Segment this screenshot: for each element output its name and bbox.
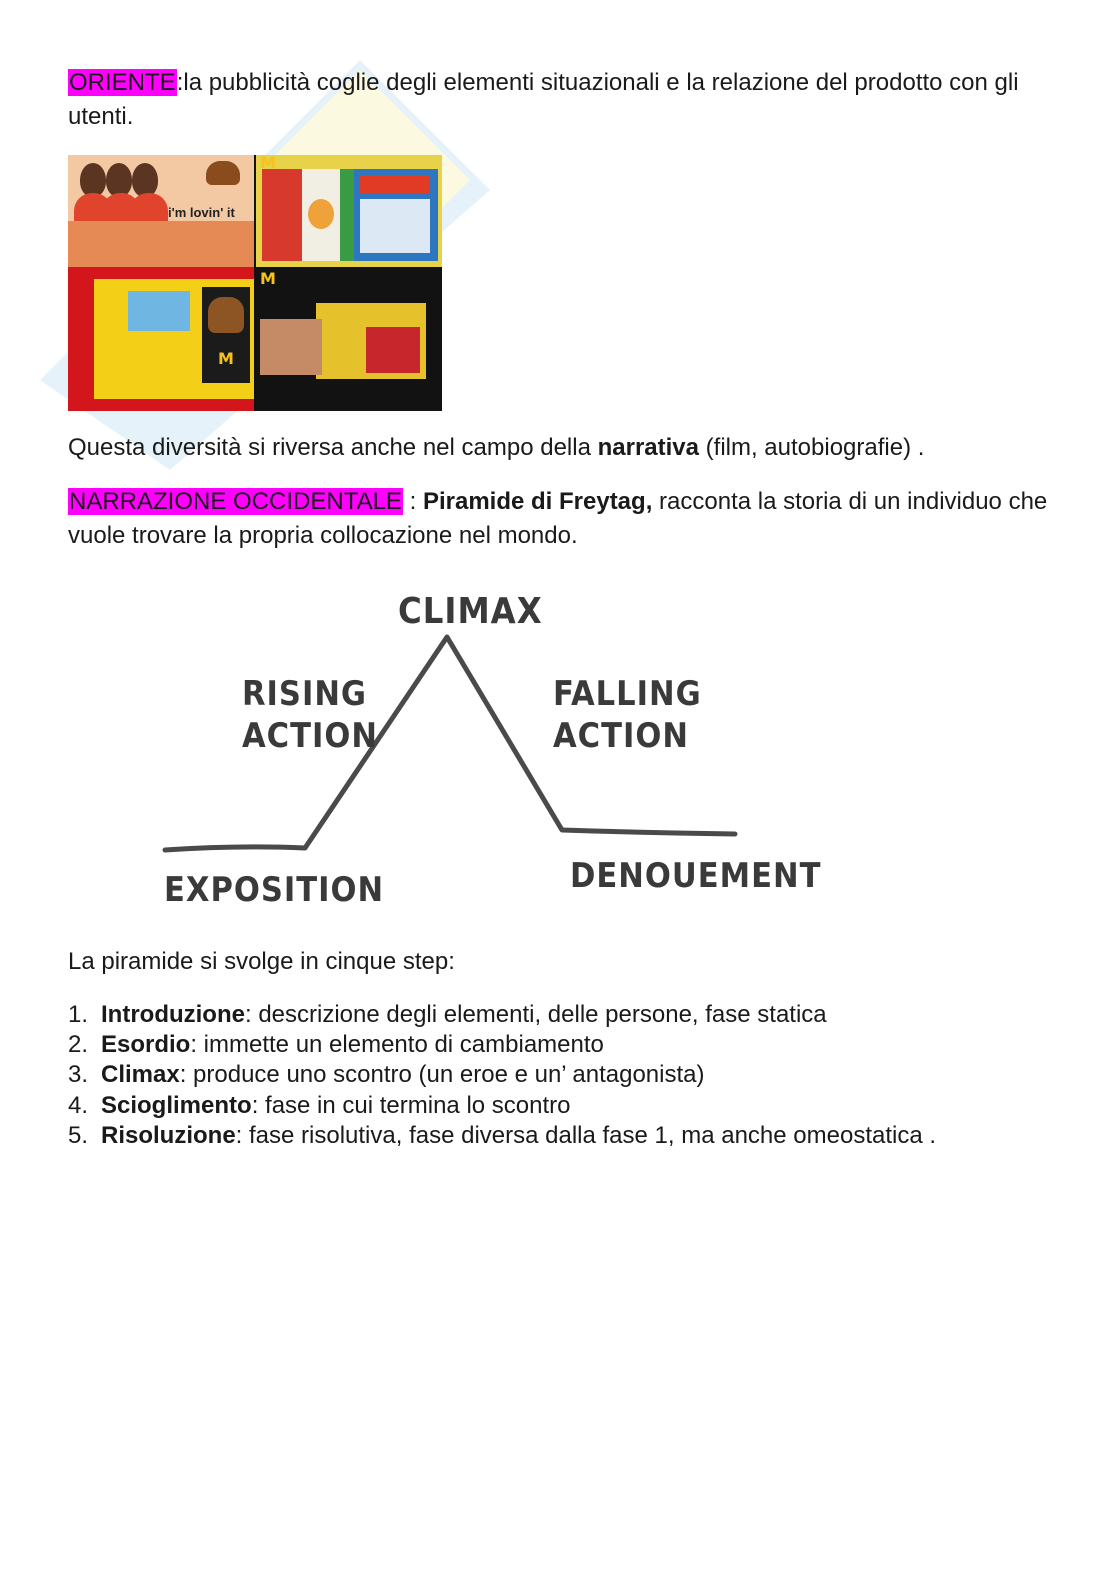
narrazione-text: racconta la storia di un individuo che vuole trovare la propria collocazione nel mondo.	[68, 488, 1048, 549]
narrativa-text-after: (film, autobiografie) .	[698, 434, 925, 461]
list-desc: : descrizione degli elementi, delle persone, fase statica	[244, 1001, 827, 1028]
label-denouement: DENOUEMENT	[570, 856, 822, 896]
list-number: 5.	[68, 1121, 89, 1149]
intro-paragraph: La piramide si svolge in cinque step:	[68, 948, 455, 975]
mcdonalds-collage-image	[68, 155, 442, 411]
label-exposition: EXPOSITION	[164, 870, 385, 910]
label-rising-1: RISING	[242, 674, 368, 714]
list-number: 1.	[68, 1001, 89, 1028]
list-number: 2.	[68, 1031, 89, 1059]
oriente-text: :la pubblicità coglie degli elementi situazionali e la relazione del prodotto con gli utenti.	[68, 69, 1019, 130]
freytag-pyramid-diagram	[150, 575, 822, 920]
list-desc: : immette un elemento di cambiamento	[190, 1031, 604, 1059]
collage-slogan: i'm lovin' it	[168, 205, 235, 220]
mcdonalds-logo-icon-3: M	[260, 269, 276, 288]
list-term: Climax	[101, 1061, 180, 1089]
list-item	[68, 1091, 1068, 1121]
list-term: Introduzione	[101, 1001, 245, 1028]
mcdonalds-logo-icon-2: M	[218, 349, 234, 368]
mcdonalds-logo-icon: M	[260, 153, 276, 172]
steps-list	[68, 1000, 1068, 1151]
list-item	[68, 1060, 1068, 1090]
narrazione-paragraph	[68, 485, 1048, 553]
collage-tile-yellow-site	[68, 267, 254, 411]
list-item	[68, 1121, 1068, 1151]
list-term: Scioglimento	[101, 1091, 252, 1119]
list-term: Risoluzione	[101, 1121, 236, 1149]
collage-tile-dark-site	[256, 267, 442, 411]
freytag-bold: Piramide di Freytag,	[422, 488, 653, 515]
burger-icon	[206, 161, 240, 185]
list-term: Esordio	[101, 1031, 191, 1059]
label-climax: CLIMAX	[398, 591, 543, 632]
oriente-highlight: ORIENTE	[69, 69, 176, 96]
narrativa-bold: narrativa	[597, 434, 699, 461]
list-number: 3.	[68, 1061, 89, 1089]
list-desc: : fase in cui termina lo scontro	[251, 1091, 571, 1119]
list-desc: : produce uno scontro (un eroe e un’ antagonista)	[179, 1061, 705, 1089]
list-number: 4.	[68, 1091, 89, 1119]
list-desc: : fase risolutiva, fase diversa dalla fase 1, ma anche omeostatica .	[235, 1121, 937, 1149]
narrativa-paragraph	[68, 431, 1048, 465]
narrazione-highlight: NARRAZIONE OCCIDENTALE	[69, 488, 402, 515]
oriente-paragraph	[68, 66, 1048, 134]
list-item	[68, 1000, 1068, 1030]
list-item	[68, 1030, 1068, 1060]
label-falling-2: ACTION	[553, 716, 689, 756]
label-falling-1: FALLING	[553, 674, 702, 714]
label-rising-2: ACTION	[242, 716, 378, 756]
narrazione-separator: :	[402, 488, 423, 515]
collage-tile-people	[68, 155, 254, 267]
narrativa-text-before: Questa diversità si riversa anche nel campo della	[68, 434, 598, 461]
collage-tile-website	[256, 155, 442, 267]
